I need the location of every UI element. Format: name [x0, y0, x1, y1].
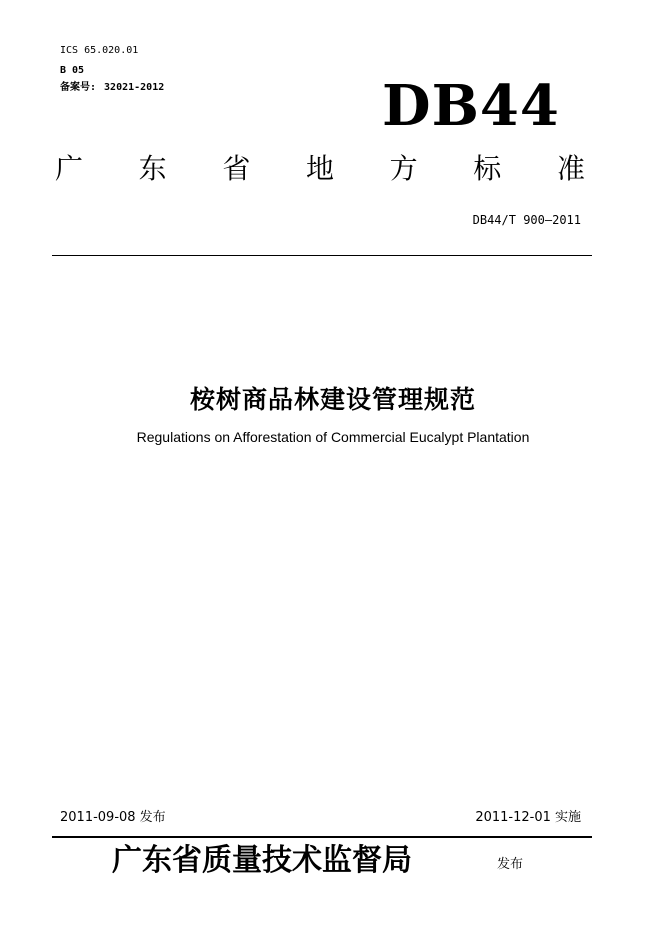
document-title-english: Regulations on Afforestation of Commercial Eucalypt Plantation: [136, 429, 530, 445]
db-code: DB44: [382, 73, 560, 139]
standard-number: DB44/T 900—2011: [472, 213, 581, 227]
publish-label: 发布: [497, 857, 524, 872]
ics-code: ICS 65.020.01: [60, 45, 139, 56]
top-divider: [52, 255, 592, 256]
bottom-divider: [52, 836, 592, 838]
record-value: 32021-2012: [104, 82, 165, 93]
record-number: [60, 82, 164, 94]
standard-type-char: 广: [55, 152, 84, 185]
standard-type-char: 方: [389, 152, 418, 185]
implementation-date: 2011-12-01 实施: [475, 810, 581, 825]
standard-type: [55, 152, 585, 186]
standard-type-char: 准: [556, 152, 585, 185]
issuing-authority: 广东省质量技术监督局: [112, 843, 412, 878]
record-label: 备案号:: [60, 82, 97, 93]
document-title-chinese: 桉树商品林建设管理规范: [189, 385, 476, 414]
standard-type-char: 东: [138, 152, 167, 185]
classification-code: B 05: [60, 65, 85, 76]
standard-type-char: 标: [473, 152, 502, 185]
standard-type-char: 省: [222, 152, 251, 185]
standard-type-char: 地: [305, 152, 334, 185]
issue-date: 2011-09-08 发布: [60, 810, 166, 825]
